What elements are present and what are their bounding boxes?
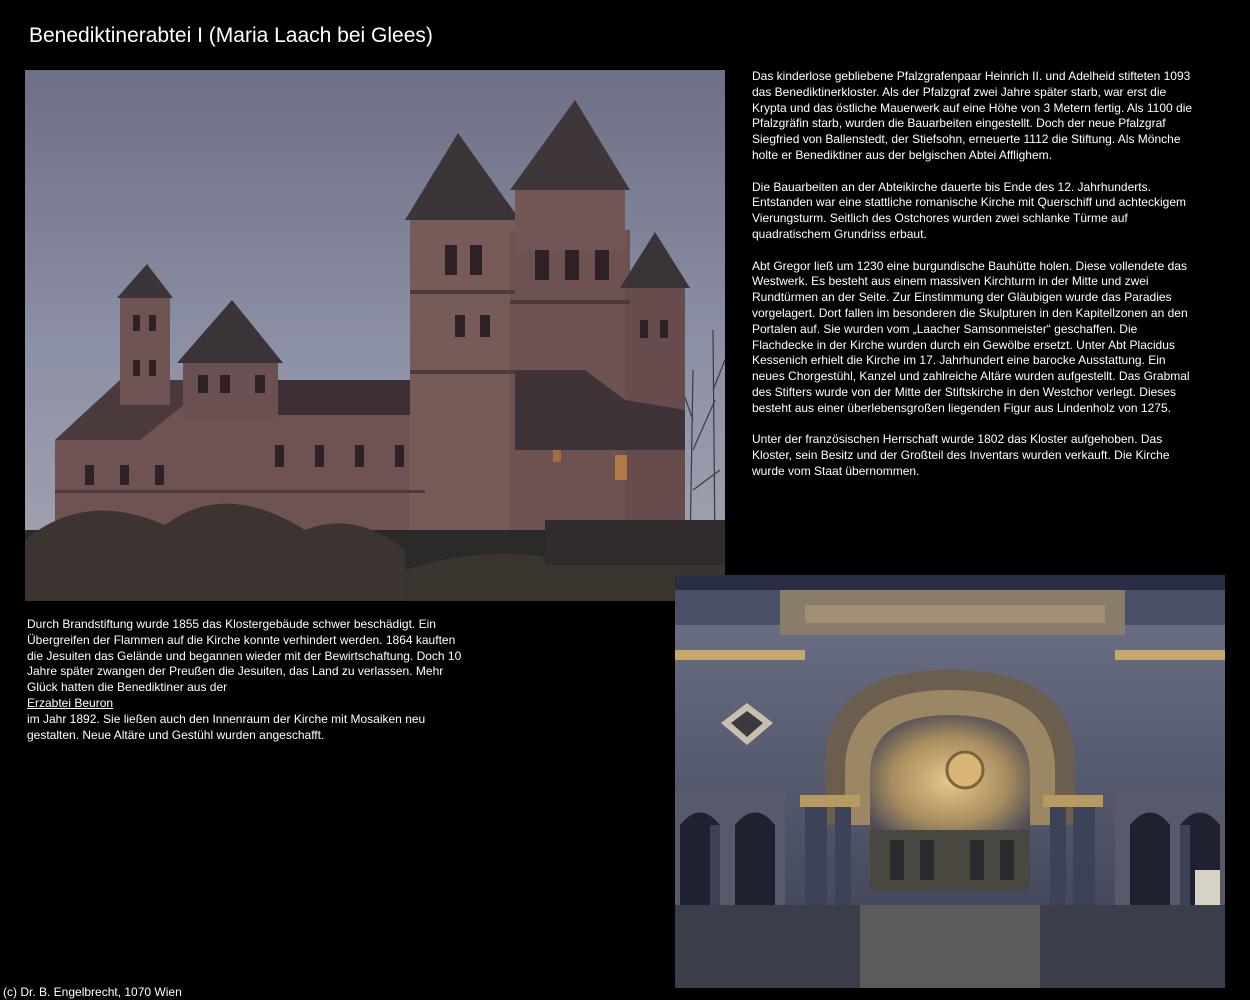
history-paragraph: Unter der französischen Herrschaft wurde 1802 das Kloster aufgehoben. Das Kloster, sein Besitz und der Großteil des Inventars wurden verkauft. Die Kirche wurde vom Staat übernommen. — [752, 432, 1170, 478]
history-paragraph: Abt Gregor ließ um 1230 eine burgundische Bauhütte holen. Diese vollendete das Westwerk. Es besteht aus einem massiven Kirchturm in der Mitte und zwei Rundtürmen an der Seite. Zur Einstimmung der Gläubigen wurde das Paradies vorgelagert. Dort fallen im besonderen die Skulpturen in den Kapitellzonen an den Portalen auf. Sie wurden vom „Laacher Samsonmeister“ geschaffen. Die Flachdecke in der Kirche wurden durch ein Gewölbe ersetzt. Unter Abt Placidus Kessenich erhielt die Kirche im 17. Jahrhundert eine barocke Ausstattung. Ein neues Chorgestühl, Kanzel und zahlreiche Altäre wurden aufgestellt. Das Grabmal des Stifters wurde von der Mitte der Stiftskirche in den Westchor verlegt. Dieses besteht aus einer überlebensgroßen liegenden Figur aus Lindenholz von 1275. — [752, 258, 1190, 415]
erzabtei-beuron-link[interactable]: Erzabtei Beuron — [27, 695, 114, 710]
paradise-portal-photo — [675, 575, 1225, 988]
history-paragraph: Die Bauarbeiten an der Abteikirche dauerte bis Ende des 12. Jahrhunderts. Entstanden war eine stattliche romanische Kirche mit Querschiff und achteckigem Vierungsturm. Seitlich des Ostchores wurden zwei schlanke Türme auf quadratischem Grundriss erbaut. — [752, 179, 1186, 241]
history-text-left — [27, 617, 467, 743]
history-text-right — [752, 69, 1197, 496]
page-title: Benediktinerabtei I (Maria Laach bei Glees) — [29, 24, 433, 47]
history-paragraph: Das kinderlose gebliebene Pfalzgrafenpaar Heinrich II. und Adelheid stifteten 1093 das Benediktinerkloster. Als der Pfalzgraf zwei Jahre später starb, war erst die Krypta und das östliche Mauerwerk auf eine Höhe von 3 Metern fertig. Als 1100 die Pfalzgräfin starb, wurden die Bauarbeiten eingestellt. Doch der neue Pfalzgraf Siegfried von Ballenstedt, der Stiefsohn, erneuerte 1112 die Stiftung. Als Mönche holte er Benediktiner aus der belgischen Abtei Afflighem. — [752, 69, 1193, 162]
abbey-church-exterior-photo — [25, 70, 725, 601]
history-text-before-link: Durch Brandstiftung wurde 1855 das Klostergebäude schwer beschädigt. Ein Übergreifen der Flammen auf die Kirche konnte verhindert werden. 1864 kauften die Jesuiten das Gelände und begannen wieder mit der Bewirtschaftung. Doch 10 Jahre später zwangen der Preußen die Jesuiten, das Land zu verlassen. Mehr Glück hatten die Benediktiner aus der — [27, 617, 462, 695]
copyright-footer: (c) Dr. B. Engelbrecht, 1070 Wien — [3, 985, 182, 999]
history-text-after-link: im Jahr 1892. Sie ließen auch den Innenraum der Kirche mit Mosaiken neu gestalten. Neue Altäre und Gestühl wurden angeschafft. — [27, 711, 426, 742]
